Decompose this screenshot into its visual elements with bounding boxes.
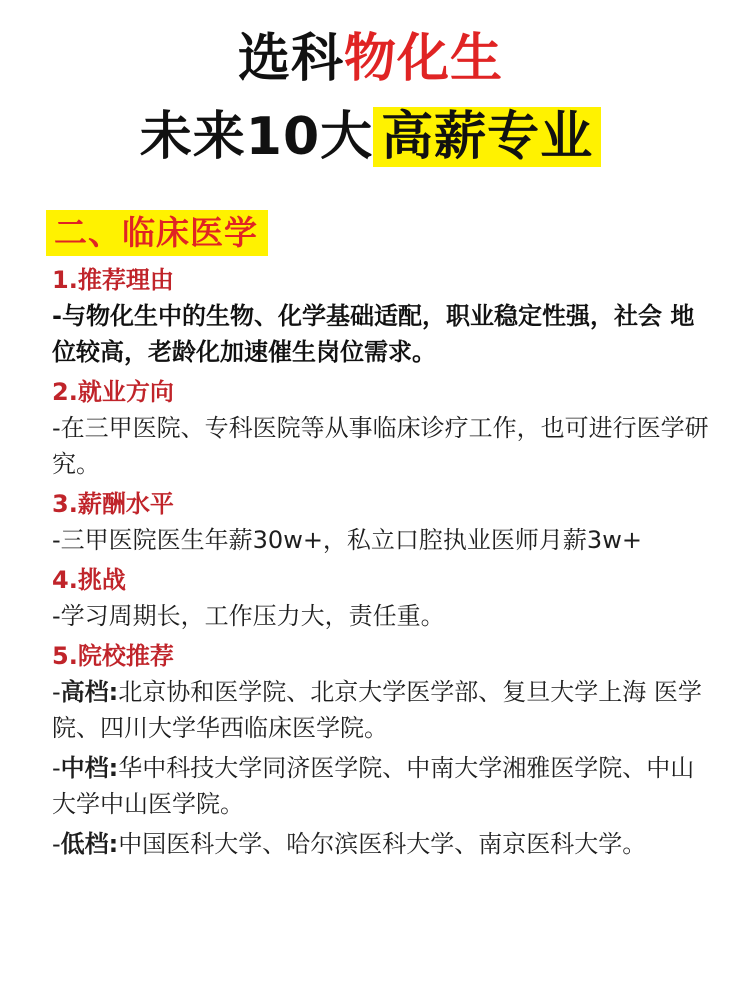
school-tier-mid-text: 华中科技大学同济医学院、中南大学湘雅医学院、中山大学中山医学院。 (52, 754, 695, 818)
school-tier-high-label: 高档: (60, 678, 119, 706)
school-tier-low (52, 826, 712, 862)
content-body (52, 262, 712, 866)
text-employment: -在三甲医院、专科医院等从事临床诊疗工作，也可进行医学研究。 (52, 414, 709, 478)
title-highlight-high-salary: 高薪专业 (373, 107, 601, 167)
heading-salary: 3.薪酬水平 (52, 490, 174, 518)
heading-reason: 1.推荐理由 (52, 266, 174, 294)
school-tier-high-text: 北京协和医学院、北京大学医学部、复旦大学上海 医学院、四川大学华西临床医学院。 (52, 678, 702, 742)
heading-challenge: 4.挑战 (52, 566, 126, 594)
title-future-top10: 未来10大 (139, 107, 374, 167)
school-tier-low-text: 中国医科大学、哈尔滨医科大学、南京医科大学。 (118, 830, 647, 858)
school-tier-high (52, 674, 712, 746)
section-title: 二、临床医学 (46, 210, 268, 256)
school-tier-low-label: 低档: (60, 830, 119, 858)
text-reason: -与物化生中的生物、化学基础适配，职业稳定性强，社会 地位较高，老龄化加速催生岗位需求。 (52, 302, 695, 366)
title-line-2 (0, 104, 741, 170)
text-challenge: -学习周期长，工作压力大，责任重。 (52, 602, 445, 630)
text-salary: -三甲医院医生年薪30w+，私立口腔执业医师月薪3w+ (52, 526, 642, 554)
school-tier-mid-label: 中档: (60, 754, 119, 782)
school-tier-mid (52, 750, 712, 822)
school-tier-low-dash: - (52, 830, 61, 858)
title-subject-combo: 物化生 (344, 29, 504, 89)
title-line-1 (0, 26, 741, 92)
school-tier-mid-dash: - (52, 754, 61, 782)
heading-schools: 5.院校推荐 (52, 642, 174, 670)
heading-employment: 2.就业方向 (52, 378, 174, 406)
title-subject-prefix: 选科 (237, 29, 344, 89)
school-tier-high-dash: - (52, 678, 61, 706)
